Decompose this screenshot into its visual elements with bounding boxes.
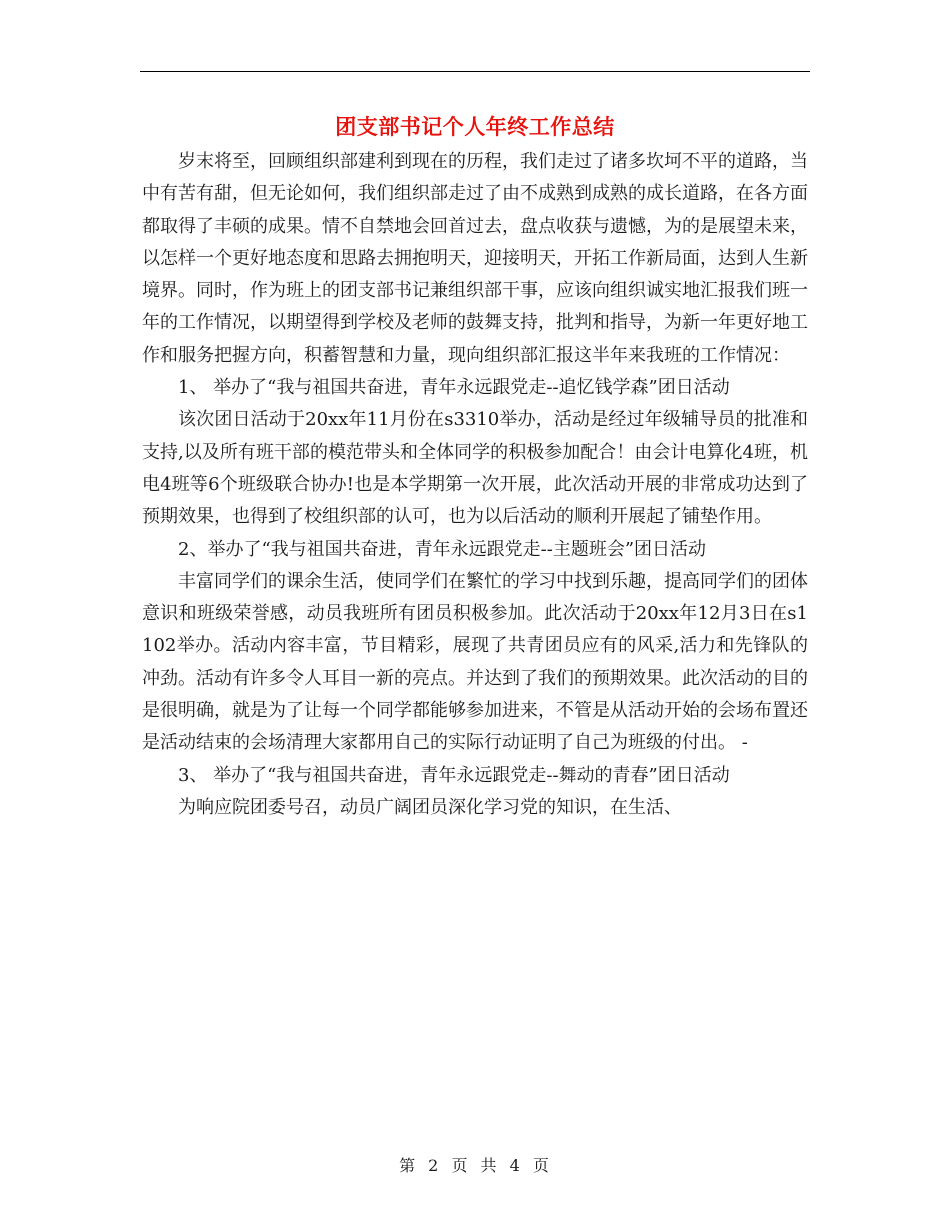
- document-title: 团支部书记个人年终工作总结: [335, 114, 615, 139]
- list-item-heading-1: 1、 举办了“我与祖国共奋进，青年永远跟党走--追忆钱学森”团日活动: [178, 377, 730, 399]
- page-number: 第 2 页 共 4 页: [399, 1156, 551, 1175]
- list-item-heading-2: 2、举办了“我与祖国共奋进，青年永远跟党走--主题班会”团日活动: [178, 538, 707, 560]
- paragraph-activity-1: 该次团日活动于20xx年11月份在s3310举办，活动是经过年级辅导员的批准和支持,以及所有班干部的模范带头和全体同学的积极参加配合！由会计电算化4班，机电4班等6个班级联合协办!也是本学期第一次开展，此次活动开展的非常成功达到了预期效果，也得到了校组织部的认可，也为以后活动的顺利开展起了铺垫作用。: [142, 409, 808, 528]
- paragraph-activity-2: 丰富同学们的课余生活，使同学们在繁忙的学习中找到乐趣，提高同学们的团体意识和班级荣誉感，动员我班所有团员积极参加。此次活动于20xx年12月3日在s1102举办。活动内容丰富，节目精彩，展现了共青团员应有的风采,活力和先锋队的冲劲。活动有许多令人耳目一新的亮点。并达到了我们的预期效果。此次活动的目的是很明确，就是为了让每一个同学都能够参加进来，不管是从活动开始的会场布置还是活动结束的会场清理大家都用自己的实际行动证明了自己为班级的付出。 -: [142, 570, 808, 754]
- document-body: [142, 146, 808, 824]
- paragraph-intro: 岁末将至，回顾组织部建利到现在的历程，我们走过了诸多坎坷不平的道路，当中有苦有甜，但无论如何，我们组织部走过了由不成熟到成熟的成长道路，在各方面都取得了丰硕的成果。情不自禁地会回首过去，盘点收获与遗憾，为的是展望未来，以怎样一个更好地态度和思路去拥抱明天，迎接明天，开拓工作新局面，达到人生新境界。同时，作为班上的团支部书记兼组织部干事，应该向组织诚实地汇报我们班一年的工作情况，以期望得到学校及老师的鼓舞支持，批判和指导，为新一年更好地工作和服务把握方向，积蓄智慧和力量，现向组织部汇报这半年来我班的工作情况：: [142, 151, 808, 366]
- header-rule: [140, 71, 810, 72]
- paragraph-activity-3: 为响应院团委号召，动员广阔团员深化学习党的知识，在生活、: [178, 796, 682, 818]
- list-item-heading-3: 3、 举办了“我与祖国共奋进，青年永远跟党走--舞动的青春”团日活动: [178, 764, 730, 786]
